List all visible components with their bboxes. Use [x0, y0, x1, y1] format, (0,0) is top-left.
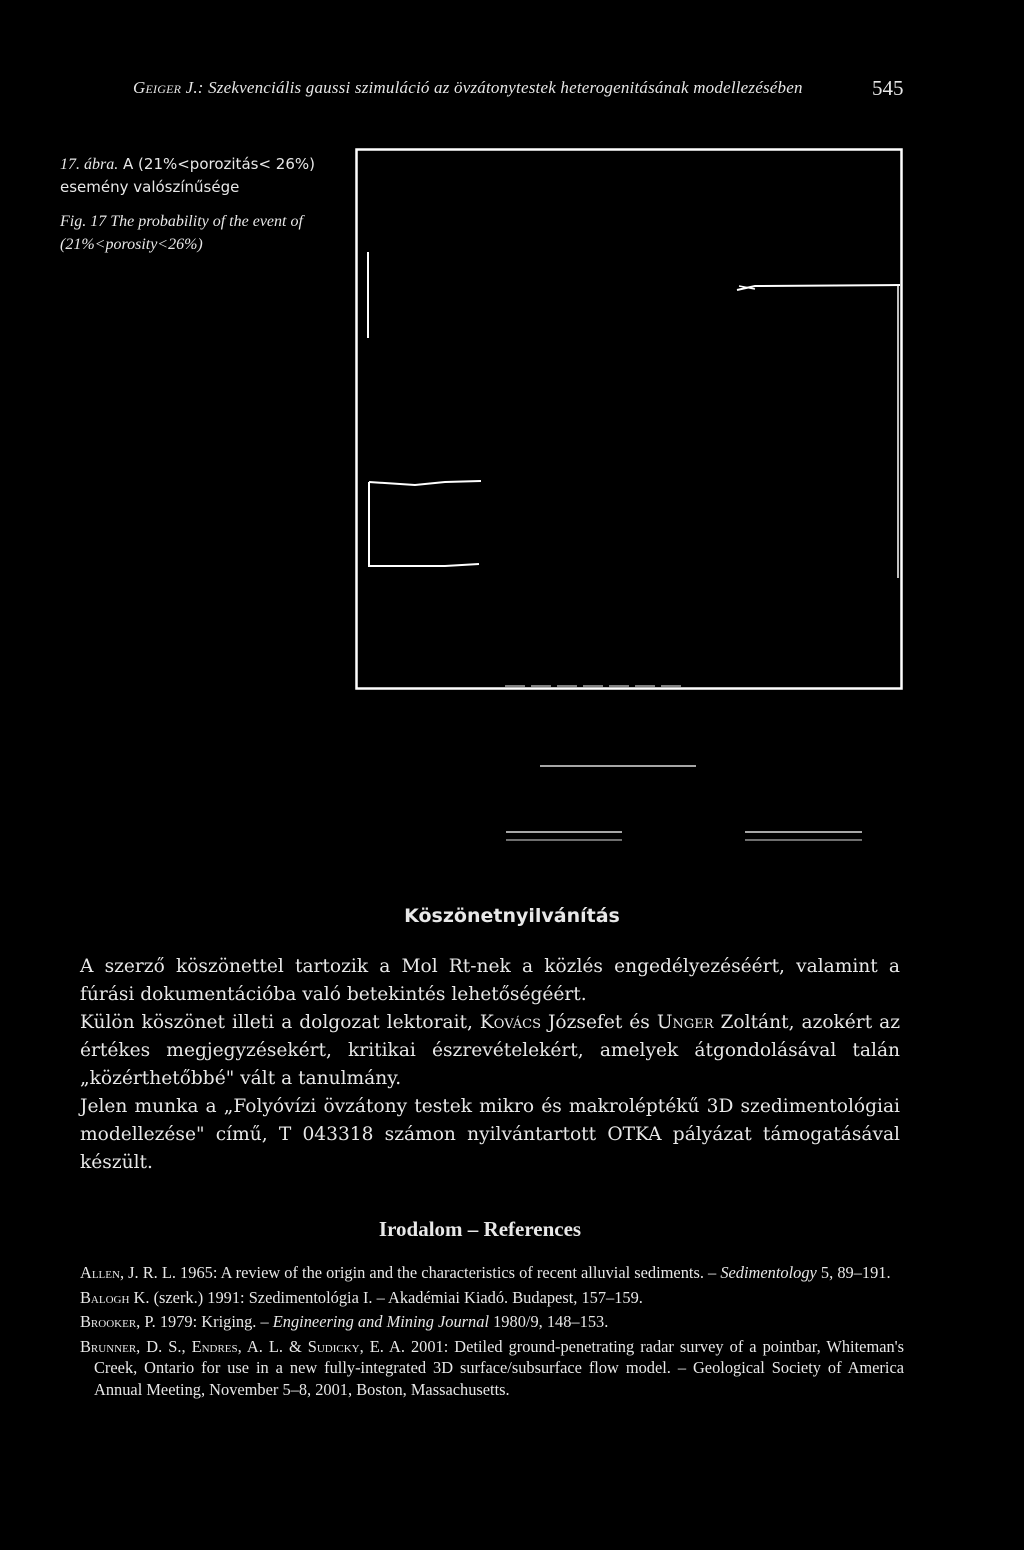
ref-text: 1965: A review of the origin and the characteristics of recent alluvial sediments. – [175, 1263, 721, 1282]
running-head [0, 78, 1024, 108]
caption-hungarian [60, 153, 340, 198]
running-head-article-title: : Szekvenciális gaussi szimuláció az övzátonytestek heterogenitásának modellezésében [197, 78, 803, 97]
ref-journal: Engineering and Mining Journal [272, 1312, 490, 1331]
reference-balogh [80, 1287, 904, 1309]
ack-paragraph-2 [80, 1009, 900, 1093]
caption-hu-label: 17. ábra. [60, 156, 119, 173]
figure-scale-lines [500, 760, 880, 850]
running-head-author: Geiger J. [133, 78, 198, 97]
figure-caption [60, 153, 340, 256]
page-number: 545 [872, 76, 904, 100]
ack-p2-name-unger: Unger [656, 1012, 714, 1033]
map-background [355, 148, 903, 691]
ack-paragraph-1: A szerző köszönettel tartozik a Mol Rt-nek a közlés engedélyezéséért, valamint a fúrási dokumentációba való betekintés lehetőségéért. [80, 956, 900, 1005]
ack-p2-part-b: Józsefet és [540, 1012, 657, 1033]
ack-p2-part-c: Zoltánt, azokért az értékes megjegyzésekért, kritikai észrevételekért, amelyek átgondolásával talán „közérthetőbbé" vált a tanulmány. [80, 1012, 901, 1089]
references-title: Irodalom – References [378, 1217, 582, 1241]
ref-authors: Allen, J. R. L. [80, 1263, 176, 1282]
caption-en-text: The probability of the event of (21%<porosity<26%) [60, 213, 303, 253]
ack-paragraph-3: Jelen munka a „Folyóvízi övzátony testek mikro és makroléptékű 3D szedimentológiai modellezése" című, T 043318 számon nyilvántartott OTKA pályázat támogatásával készült. [80, 1096, 900, 1173]
caption-english [60, 210, 340, 256]
running-head-title [133, 78, 803, 98]
probability-map-figure [355, 148, 903, 691]
ack-p2-name-kovacs: Kovács [479, 1012, 541, 1033]
ref-authors: Brooker, P. [80, 1312, 156, 1331]
reference-brunner [80, 1336, 904, 1401]
probability-map [355, 148, 903, 691]
ref-journal: Sedimentology [720, 1263, 817, 1282]
ref-authors: Brunner, D. S., Endres, A. L. & Sudicky, E. A. [80, 1336, 405, 1356]
ref-rest: 1980/9, 148–153. [489, 1312, 609, 1331]
reference-allen [80, 1262, 904, 1284]
caption-en-label: Fig. 17 [60, 213, 107, 230]
ref-text: 1979: Kriging. – [155, 1312, 273, 1331]
references-list [80, 1262, 904, 1403]
reference-brooker [80, 1311, 904, 1333]
ack-p2-part-a: Külön köszönet illeti a dolgozat lektorait, [80, 1012, 480, 1033]
ref-text: (szerk.) 1991: Szedimentológia I. – Akadémiai Kiadó. Budapest, 157–159. [149, 1287, 643, 1307]
caption-hu-text: A (21%<porozitás< 26%) esemény valószínűsége [60, 155, 315, 196]
ref-text: 2001: Detiled ground-penetrating radar survey of a pointbar, Whiteman's Creek, Ontario for use in a new fully-integrated 3D surface/subsurface flow model. – Geological Society of America Annual Meeting, November 5–8, 2001, Boston, Massachusetts. [94, 1336, 904, 1399]
ref-rest: 5, 89–191. [816, 1263, 891, 1282]
ref-authors: Balogh K. [80, 1287, 150, 1307]
acknowledgement-title: Köszönetnyilvánítás [404, 905, 620, 927]
acknowledgement-body [80, 953, 900, 1177]
